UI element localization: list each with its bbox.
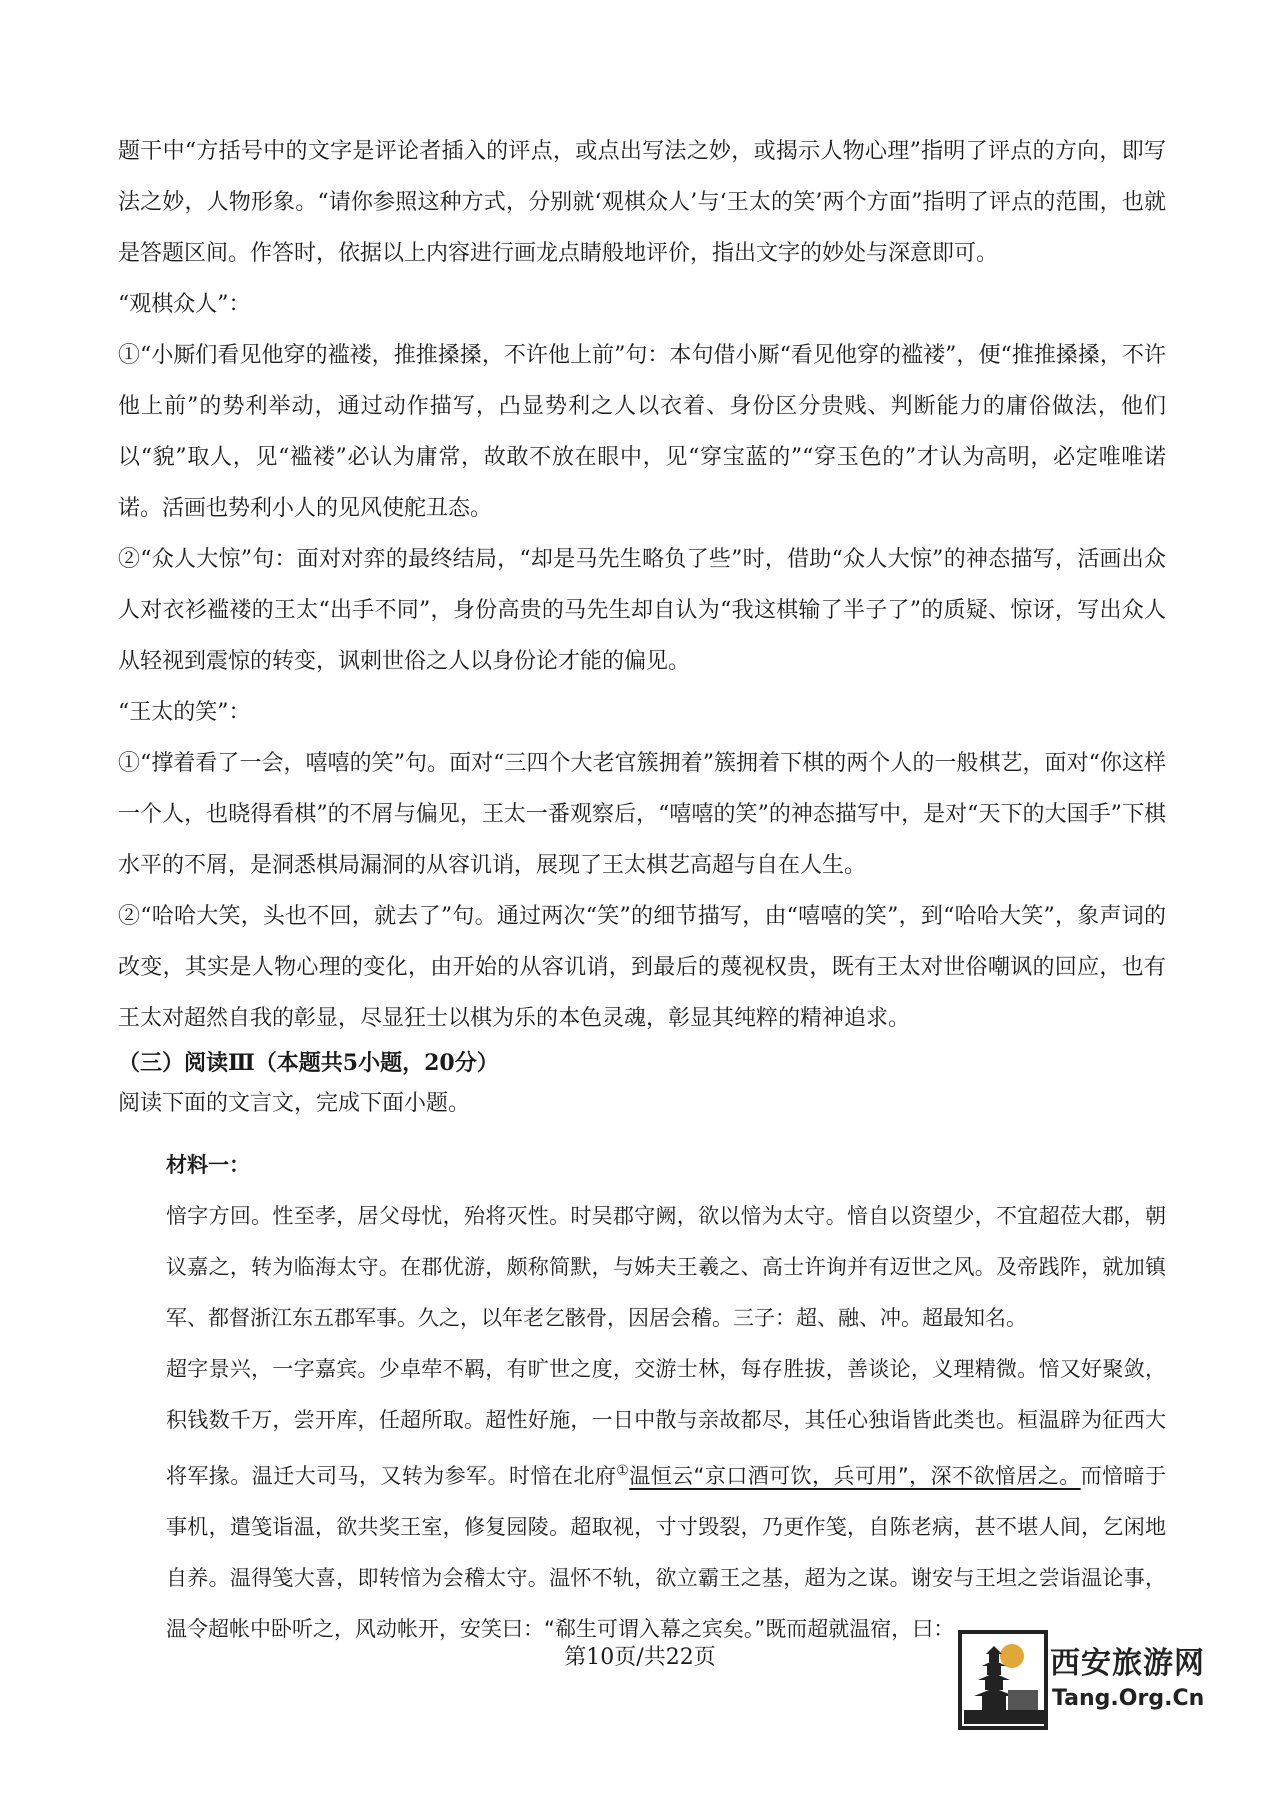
logo-title: 西安旅游网 — [1050, 1646, 1205, 1681]
pagoda-icon — [958, 1630, 1050, 1730]
material-title: 材料一： — [166, 1153, 250, 1177]
subheading-wangtai-laugh: “王太的笑”： — [118, 700, 251, 725]
material-paragraph-2 — [166, 1344, 1166, 1655]
underlined-sentence: 温恒云“京口酒可饮，兵可用”，深不欲愔居之。 — [629, 1464, 1081, 1488]
material-paragraph-2-part-b: 而愔暗于事机，遣笺诣温，欲共奖王室，修复园陵。超取视，寸寸毁裂，乃更作笺，自陈老病，甚不堪人间，乞闲地自养。温得笺大喜，即转愔为会稽太守。温怀不轨，欲立霸王之基，超为之谋。谢安与王坦之尝诣温论事，温令超帐中卧听之，风动帐开，安笑曰：“郗生可谓入幕之宾矣。”既而超就温宿，曰： — [166, 1464, 1166, 1641]
site-logo — [958, 1630, 1208, 1730]
section-heading: （三）阅读Ⅲ（本题共5小题，20分） — [118, 1050, 499, 1076]
paragraph-analysis-intro: 题干中“方括号中的文字是评论者插入的评点，或点出写法之妙，或揭示人物心理”指明了评点的方向，即写法之妙，人物形象。“请你参照这种方式，分别就‘观棋众人’与‘王太的笑’两个方面”指明了评点的范围，也就是答题区间。作答时，依据以上内容进行画龙点睛般地评价，指出文字的妙处与深意即可。 — [118, 139, 1166, 266]
paragraph-wangtai-2: ②“哈哈大笑，头也不回，就去了”句。通过两次“笑”的细节描写，由“嘻嘻的笑”，到“哈哈大笑”，象声词的改变，其实是人物心理的变化，由开始的从容讥诮，到最后的蔑视权贵，既有王太对世俗嘲讽的回应，也有王太对超然自我的彰显，尽显狂士以棋为乐的本色灵魂，彰显其纯粹的精神追求。 — [118, 904, 1166, 1031]
logo-domain: Tang.Org.Cn — [1052, 1686, 1205, 1711]
material-paragraph-1: 愔字方回。性至孝，居父母忧，殆将灭性。时吴郡守阙，欲以愔为太守。愔自以资望少，不宜超莅大郡，朝议嘉之，转为临海太守。在郡优游，颇称简默，与姊夫王羲之、高士许询并有迈世之风。及帝践阼，就加镇军、都督浙江东五郡军事。久之，以年老乞骸骨，因居会稽。三子：超、融、冲。超最知名。 — [166, 1204, 1166, 1330]
footnote-marker: ① — [616, 1463, 630, 1479]
reading-instruction: 阅读下面的文言文，完成下面小题。 — [118, 1091, 471, 1116]
material-text — [118, 1191, 1166, 1655]
material-paragraph-2-part-a: 超字景兴，一字嘉宾。少卓荦不羁，有旷世之度，交游士林，每存胜拔，善谈论，义理精微。愔又好聚敛，积钱数千万，尝开库，任超所取。超性好施，一日中散与亲故都尽，其任心独诣皆此类也。桓温辟为征西大将军掾。温迁大司马，又转为参军。时愔在北府 — [166, 1357, 1166, 1488]
page-footer: 第10页/共22页 — [564, 1645, 716, 1670]
paragraph-spectators-1: ①“小厮们看见他穿的褴褛，推推搡搡，不许他上前”句：本句借小厮“看见他穿的褴褛”，便“推推搡搡，不许他上前”的势利举动，通过动作描写，凸显势利之人以衣着、身份区分贵贱、判断能力的庸俗做法，他们以“貌”取人，见“褴褛”必认为庸常，故敢不放在眼中，见“穿宝蓝的”“穿玉色的”才认为高明，必定唯唯诺诺。活画也势利小人的见风使舵丑态。 — [118, 343, 1166, 521]
paragraph-wangtai-1: ①“撑着看了一会，嘻嘻的笑”句。面对“三四个大老官簇拥着”簇拥着下棋的两个人的一般棋艺，面对“你这样一个人，也晓得看棋”的不屑与偏见，王太一番观察后，“嘻嘻的笑”的神态描写中，是对“天下的大国手”下棋水平的不屑，是洞悉棋局漏洞的从容讥诮，展现了王太棋艺高超与自在人生。 — [118, 751, 1166, 878]
subheading-spectators: “观棋众人”： — [118, 292, 251, 317]
paragraph-spectators-2: ②“众人大惊”句：面对对弈的最终结局，“却是马先生略负了些”时，借助“众人大惊”的神态描写，活画出众人对衣衫褴褛的王太“出手不同”，身份高贵的马先生却自认为“我这棋输了半子了”的质疑、惊讶，写出众人从轻视到震惊的转变，讽刺世俗之人以身份论才能的偏见。 — [118, 547, 1166, 674]
page-content — [118, 126, 1166, 1655]
